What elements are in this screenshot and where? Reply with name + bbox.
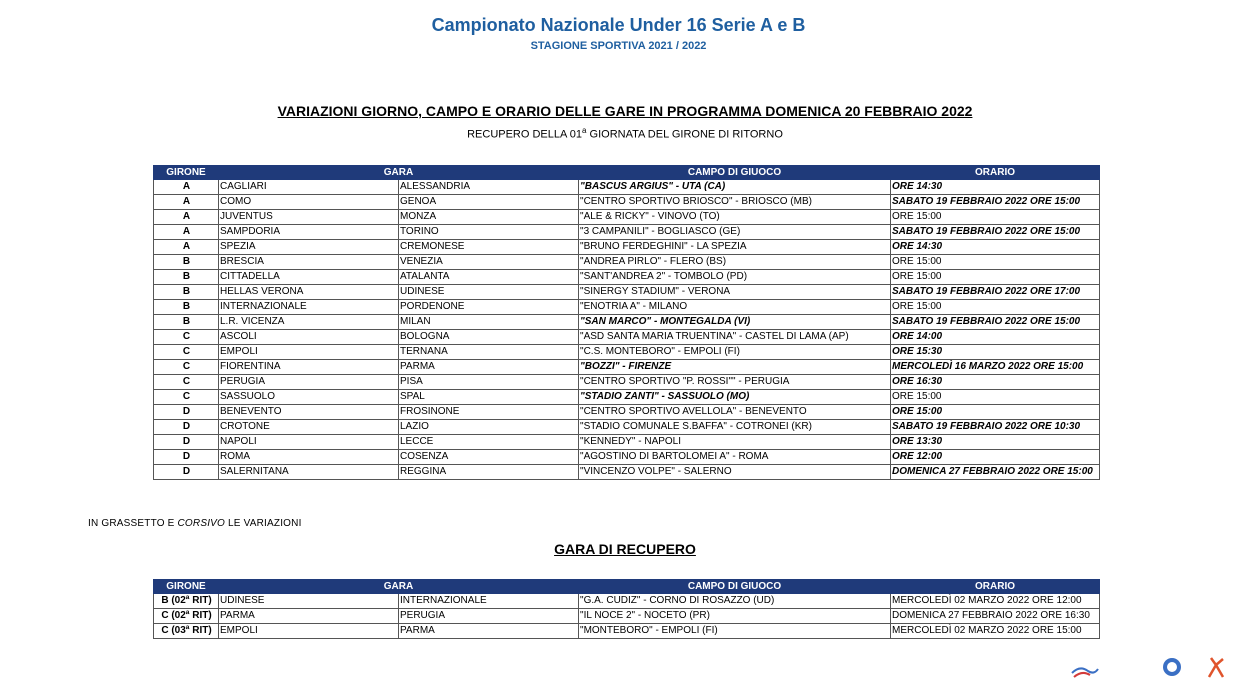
away-team-cell: PISA	[399, 375, 579, 390]
girone-cell: D	[154, 465, 219, 480]
table-row	[154, 405, 1100, 420]
orario-cell: DOMENICA 27 FEBBRAIO 2022 ORE 16:30	[891, 609, 1100, 624]
girone-cell: C	[154, 375, 219, 390]
variations-table	[153, 165, 1100, 480]
campo-cell: "3 CAMPANILI" - BOGLIASCO (GE)	[579, 225, 891, 240]
away-team-cell: SPAL	[399, 390, 579, 405]
away-team-cell: ALESSANDRIA	[399, 180, 579, 195]
campo-cell: "ASD SANTA MARIA TRUENTINA" - CASTEL DI LAMA (AP)	[579, 330, 891, 345]
home-team-cell: FIORENTINA	[219, 360, 399, 375]
recupero-table	[153, 579, 1100, 639]
orario-cell: ORE 15:00	[891, 210, 1100, 225]
home-team-cell: EMPOLI	[219, 624, 399, 639]
orario-cell: SABATO 19 FEBBRAIO 2022 ORE 10:30	[891, 420, 1100, 435]
orario-cell: ORE 14:30	[891, 180, 1100, 195]
home-team-cell: L.R. VICENZA	[219, 315, 399, 330]
orario-cell: MERCOLEDÌ 16 MARZO 2022 ORE 15:00	[891, 360, 1100, 375]
away-team-cell: PARMA	[399, 624, 579, 639]
campo-cell: "ALE & RICKY" - VINOVO (TO)	[579, 210, 891, 225]
girone-cell: B (02ª RIT)	[154, 594, 219, 609]
orario-cell: ORE 15:00	[891, 390, 1100, 405]
home-team-cell: COMO	[219, 195, 399, 210]
away-team-cell: FROSINONE	[399, 405, 579, 420]
campo-cell: "STADIO ZANTI" - SASSUOLO (MO)	[579, 390, 891, 405]
note-suffix: LE VARIAZIONI	[225, 518, 302, 529]
away-team-cell: CREMONESE	[399, 240, 579, 255]
table-row	[154, 240, 1100, 255]
table-header-row	[154, 166, 1100, 180]
orario-cell: ORE 13:30	[891, 435, 1100, 450]
away-team-cell: PARMA	[399, 360, 579, 375]
orario-cell: DOMENICA 27 FEBBRAIO 2022 ORE 15:00	[891, 465, 1100, 480]
campo-cell: "MONTEBORO" - EMPOLI (FI)	[579, 624, 891, 639]
subheading-sup: a	[582, 126, 587, 135]
table-row	[154, 435, 1100, 450]
orario-cell: ORE 15:30	[891, 345, 1100, 360]
home-team-cell: CAGLIARI	[219, 180, 399, 195]
girone-cell: B	[154, 285, 219, 300]
orario-cell: SABATO 19 FEBBRAIO 2022 ORE 15:00	[891, 225, 1100, 240]
girone-cell: D	[154, 405, 219, 420]
table-row	[154, 624, 1100, 639]
away-team-cell: PERUGIA	[399, 609, 579, 624]
girone-cell: D	[154, 420, 219, 435]
campo-cell: "BRUNO FERDEGHINI" - LA SPEZIA	[579, 240, 891, 255]
girone-cell: A	[154, 240, 219, 255]
away-team-cell: MILAN	[399, 315, 579, 330]
note-prefix: IN GRASSETTO E	[88, 518, 178, 529]
home-team-cell: SALERNITANA	[219, 465, 399, 480]
table-row	[154, 195, 1100, 210]
campo-cell: "CENTRO SPORTIVO AVELLOLA" - BENEVENTO	[579, 405, 891, 420]
girone-cell: A	[154, 180, 219, 195]
orario-cell: ORE 14:30	[891, 240, 1100, 255]
home-team-cell: ROMA	[219, 450, 399, 465]
home-team-cell: SASSUOLO	[219, 390, 399, 405]
campo-cell: "CENTRO SPORTIVO BRIOSCO" - BRIOSCO (MB)	[579, 195, 891, 210]
col-campo: CAMPO DI GIUOCO	[579, 166, 891, 180]
figure-logo-icon	[1203, 655, 1229, 679]
legend-note	[88, 518, 302, 529]
girone-cell: C	[154, 345, 219, 360]
girone-cell: D	[154, 450, 219, 465]
table-row	[154, 180, 1100, 195]
table-row	[154, 609, 1100, 624]
home-team-cell: JUVENTUS	[219, 210, 399, 225]
table-row	[154, 210, 1100, 225]
table-row	[154, 330, 1100, 345]
note-italic: CORSIVO	[177, 518, 226, 529]
orario-cell: ORE 16:30	[891, 375, 1100, 390]
campo-cell: "G.A. CUDIZ" - CORNO DI ROSAZZO (UD)	[579, 594, 891, 609]
home-team-cell: SPEZIA	[219, 240, 399, 255]
home-team-cell: CITTADELLA	[219, 270, 399, 285]
away-team-cell: LECCE	[399, 435, 579, 450]
campo-cell: "AGOSTINO DI BARTOLOMEI A" - ROMA	[579, 450, 891, 465]
away-team-cell: VENEZIA	[399, 255, 579, 270]
table-row	[154, 345, 1100, 360]
girone-cell: D	[154, 435, 219, 450]
col-campo: CAMPO DI GIUOCO	[579, 580, 891, 594]
col-gara: GARA	[219, 166, 579, 180]
girone-cell: B	[154, 315, 219, 330]
orario-cell: SABATO 19 FEBBRAIO 2022 ORE 15:00	[891, 315, 1100, 330]
variations-subheading	[0, 126, 1237, 141]
away-team-cell: BOLOGNA	[399, 330, 579, 345]
federation-logo-icon	[1160, 655, 1184, 679]
orario-cell: ORE 15:00	[891, 405, 1100, 420]
away-team-cell: MONZA	[399, 210, 579, 225]
orario-cell: MERCOLEDÌ 02 MARZO 2022 ORE 15:00	[891, 624, 1100, 639]
col-orario: ORARIO	[891, 580, 1100, 594]
campo-cell: "ENOTRIA A" - MILANO	[579, 300, 891, 315]
table-row	[154, 315, 1100, 330]
away-team-cell: REGGINA	[399, 465, 579, 480]
table-row	[154, 285, 1100, 300]
orario-cell: SABATO 19 FEBBRAIO 2022 ORE 15:00	[891, 195, 1100, 210]
col-girone: GIRONE	[154, 580, 219, 594]
home-team-cell: PERUGIA	[219, 375, 399, 390]
subheading-prefix: RECUPERO DELLA 01	[467, 128, 583, 141]
home-team-cell: BENEVENTO	[219, 405, 399, 420]
table-row	[154, 300, 1100, 315]
home-team-cell: NAPOLI	[219, 435, 399, 450]
campo-cell: "SINERGY STADIUM" - VERONA	[579, 285, 891, 300]
col-girone: GIRONE	[154, 166, 219, 180]
table-row	[154, 594, 1100, 609]
orario-cell: ORE 14:00	[891, 330, 1100, 345]
away-team-cell: UDINESE	[399, 285, 579, 300]
girone-cell: A	[154, 195, 219, 210]
home-team-cell: ASCOLI	[219, 330, 399, 345]
away-team-cell: ATALANTA	[399, 270, 579, 285]
table-row	[154, 420, 1100, 435]
girone-cell: C	[154, 360, 219, 375]
orario-cell: MERCOLEDÌ 02 MARZO 2022 ORE 12:00	[891, 594, 1100, 609]
campo-cell: "BOZZI" - FIRENZE	[579, 360, 891, 375]
season-subtitle: STAGIONE SPORTIVA 2021 / 2022	[530, 40, 707, 52]
table-row	[154, 390, 1100, 405]
table-header-row	[154, 580, 1100, 594]
home-team-cell: EMPOLI	[219, 345, 399, 360]
campo-cell: "BASCUS ARGIUS" - UTA (CA)	[579, 180, 891, 195]
home-team-cell: BRESCIA	[219, 255, 399, 270]
away-team-cell: INTERNAZIONALE	[399, 594, 579, 609]
campo-cell: "KENNEDY" - NAPOLI	[579, 435, 891, 450]
home-team-cell: CROTONE	[219, 420, 399, 435]
orario-cell: ORE 15:00	[891, 255, 1100, 270]
girone-cell: C	[154, 390, 219, 405]
col-gara: GARA	[219, 580, 579, 594]
orario-cell: ORE 12:00	[891, 450, 1100, 465]
away-team-cell: TORINO	[399, 225, 579, 240]
orario-cell: ORE 15:00	[891, 270, 1100, 285]
table-row	[154, 225, 1100, 240]
away-team-cell: COSENZA	[399, 450, 579, 465]
away-team-cell: PORDENONE	[399, 300, 579, 315]
girone-cell: C	[154, 330, 219, 345]
table-row	[154, 270, 1100, 285]
recupero-heading: GARA DI RECUPERO	[554, 541, 696, 557]
girone-cell: A	[154, 225, 219, 240]
orario-cell: SABATO 19 FEBBRAIO 2022 ORE 17:00	[891, 285, 1100, 300]
subheading-suffix: GIORNATA DEL GIRONE DI RITORNO	[586, 128, 783, 141]
sponsor-logo-icon	[1070, 655, 1100, 679]
table-row	[154, 450, 1100, 465]
campo-cell: "ANDREA PIRLO" - FLERO (BS)	[579, 255, 891, 270]
campo-cell: "VINCENZO VOLPE" - SALERNO	[579, 465, 891, 480]
campo-cell: "CENTRO SPORTIVO "P. ROSSI"" - PERUGIA	[579, 375, 891, 390]
away-team-cell: LAZIO	[399, 420, 579, 435]
campo-cell: "STADIO COMUNALE S.BAFFA" - COTRONEI (KR)	[579, 420, 891, 435]
campo-cell: "SANT'ANDREA 2" - TOMBOLO (PD)	[579, 270, 891, 285]
girone-cell: C (02ª RIT)	[154, 609, 219, 624]
document-title: Campionato Nazionale Under 16 Serie A e B	[431, 15, 806, 35]
girone-cell: A	[154, 210, 219, 225]
col-orario: ORARIO	[891, 166, 1100, 180]
girone-cell: B	[154, 300, 219, 315]
campo-cell: "C.S. MONTEBORO" - EMPOLI (FI)	[579, 345, 891, 360]
girone-cell: B	[154, 255, 219, 270]
home-team-cell: INTERNAZIONALE	[219, 300, 399, 315]
girone-cell: B	[154, 270, 219, 285]
table-row	[154, 375, 1100, 390]
home-team-cell: PARMA	[219, 609, 399, 624]
campo-cell: "IL NOCE 2" - NOCETO (PR)	[579, 609, 891, 624]
variations-heading: VARIAZIONI GIORNO, CAMPO E ORARIO DELLE GARE IN PROGRAMMA DOMENICA 20 FEBBRAIO 2022	[277, 103, 973, 119]
home-team-cell: HELLAS VERONA	[219, 285, 399, 300]
orario-cell: ORE 15:00	[891, 300, 1100, 315]
away-team-cell: TERNANA	[399, 345, 579, 360]
campo-cell: "SAN MARCO" - MONTEGALDA (VI)	[579, 315, 891, 330]
table-row	[154, 360, 1100, 375]
table-row	[154, 465, 1100, 480]
home-team-cell: UDINESE	[219, 594, 399, 609]
table-row	[154, 255, 1100, 270]
girone-cell: C (03ª RIT)	[154, 624, 219, 639]
away-team-cell: GENOA	[399, 195, 579, 210]
home-team-cell: SAMPDORIA	[219, 225, 399, 240]
